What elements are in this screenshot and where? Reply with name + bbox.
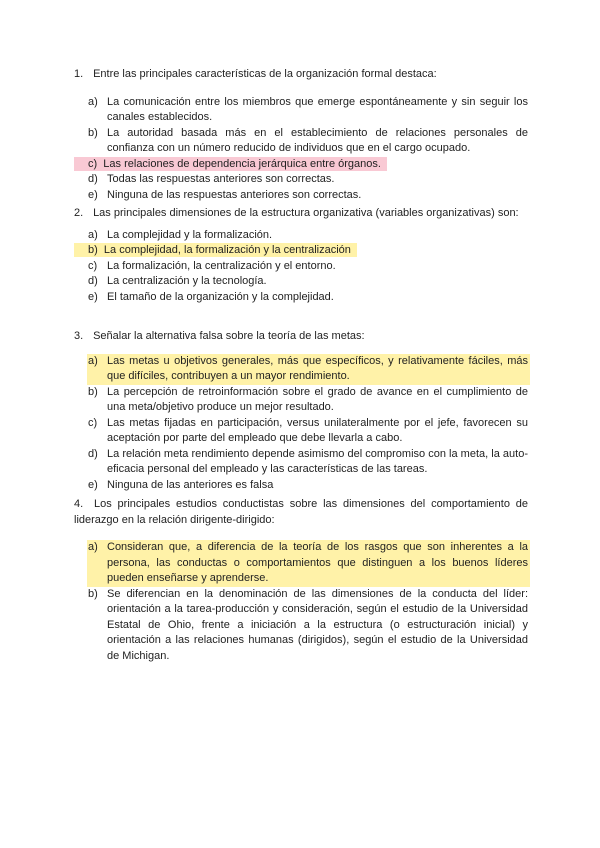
option-text: Todas las respuestas anteriores son correctas. (107, 173, 335, 185)
question-text: Señalar la alternativa falsa sobre la teoría de las metas: (93, 330, 365, 342)
question-stem (74, 497, 528, 528)
option-text: La relación meta rendimiento depende asimismo del compromiso con la meta, la auto-eficacia personal del empleado y las características de las tareas. (107, 447, 528, 475)
option-letter: c) (88, 416, 98, 429)
option-c (74, 259, 528, 275)
option-d (74, 447, 528, 478)
option-d (74, 274, 528, 290)
question-stem (74, 67, 528, 83)
option-text: La formalización, la centralización y el entorno. (107, 259, 336, 272)
option-text: Ninguna de las anteriores es falsa (107, 478, 274, 491)
question-number: 4. (74, 498, 84, 510)
option-letter: e) (88, 478, 98, 491)
option-letter: a) (88, 541, 98, 553)
option-e (74, 290, 528, 306)
option-c (74, 416, 528, 447)
question-number: 3. (74, 330, 84, 342)
option-e (74, 188, 528, 204)
option-text: Las metas fijadas en participación, versus unilateralmente por el jefe, favorecen su aceptación por parte del empleado que debe llevarla a cabo. (107, 416, 528, 444)
option-text: El tamaño de la organización y la complejidad. (107, 290, 334, 303)
options-list (74, 228, 528, 306)
option-text: Ninguna de las respuestas anteriores son correctas. (107, 188, 362, 201)
question-number: 1. (74, 68, 84, 80)
option-text: Consideran que, a diferencia de la teoría de los rasgos que son inherentes a la persona, las conductas o comportamientos que distinguen a los buenos líderes pueden enseñarse y aprenderse. (107, 541, 528, 584)
option-text: La autoridad basada más en el establecimiento de relaciones personales de confianza con un número reducido de individuos que en el cargo ocupado. (107, 126, 528, 154)
option-b (74, 385, 528, 416)
option-b (74, 126, 528, 157)
option-text: La comunicación entre los miembros que emerge espontáneamente y sin seguir los canales establecidos. (107, 95, 528, 123)
option-d (74, 172, 528, 188)
option-letter: d) (88, 275, 98, 287)
option-letter: a) (88, 228, 98, 241)
option-b-highlighted (74, 243, 528, 259)
options-list (74, 540, 528, 664)
option-letter: c) (88, 157, 98, 170)
highlight-pink (74, 157, 387, 171)
option-letter: d) (88, 447, 98, 460)
option-letter: b) (88, 244, 98, 256)
option-text: La percepción de retroinformación sobre el grado de avance en el cumplimiento de una meta/objetivo produce un mejor resultado. (107, 385, 528, 413)
question-number: 2. (74, 207, 84, 219)
question-3 (74, 329, 528, 493)
option-letter: b) (88, 587, 98, 600)
option-a-highlighted (87, 354, 530, 385)
option-letter: c) (88, 259, 98, 272)
highlight-yellow (74, 243, 357, 257)
question-text: Entre las principales características de la organización formal destaca: (93, 68, 437, 80)
option-text: La complejidad y la formalización. (107, 228, 273, 241)
option-a (74, 95, 528, 126)
question-stem (74, 206, 528, 222)
option-e (74, 478, 528, 494)
option-text: La centralización y la tecnología. (107, 275, 267, 287)
option-letter: d) (88, 173, 98, 185)
question-1 (74, 67, 528, 203)
question-text: Las principales dimensiones de la estructura organizativa (variables organizativas) son: (93, 207, 519, 219)
option-text: Las metas u objetivos generales, más que específicos, y relativamente fáciles, más que difíciles, contribuyen a un mayor rendimiento. (107, 354, 528, 382)
option-a-highlighted (87, 540, 530, 587)
option-letter: a) (88, 354, 98, 367)
options-list (74, 354, 528, 494)
option-letter: b) (88, 126, 98, 139)
option-a (74, 228, 528, 244)
question-text: Los principales estudios conductistas sobre las dimensiones del comportamiento de liderazgo en la relación dirigente-dirigido: (74, 498, 528, 526)
question-2 (74, 206, 528, 305)
option-letter: a) (88, 95, 98, 108)
option-text: Se diferencian en la denominación de las dimensiones de la conducta del líder: orientación a la tarea-producción y consideración, según el estudio de la Universidad Estatal de Ohio, frente a iniciación a la estructura (o estructuración inicial) y orientación a las relaciones humanas (dirigidos), según el estudio de la Universidad de Michigan. (107, 587, 528, 662)
option-letter: e) (88, 290, 98, 303)
option-letter: b) (88, 385, 98, 398)
option-text: La complejidad, la formalización y la centralización (103, 244, 351, 256)
option-letter: e) (88, 188, 98, 201)
option-c-highlighted (74, 157, 528, 173)
question-4 (74, 497, 528, 664)
options-list (74, 95, 528, 204)
question-stem (74, 329, 528, 345)
option-b (74, 587, 528, 665)
option-text: Las relaciones de dependencia jerárquica entre órganos. (103, 157, 381, 170)
